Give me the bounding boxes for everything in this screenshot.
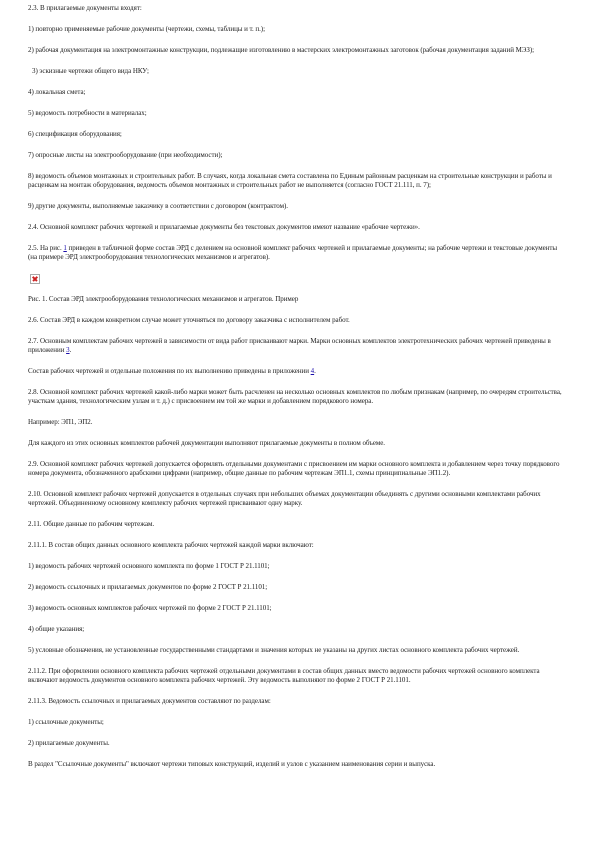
appendix-3-link[interactable]: 3 [66, 346, 70, 354]
list-item: 1) повторно применяемые рабочие документы (чертежи, схемы, таблицы и т. п.); [28, 25, 265, 33]
figure-caption: Рис. 1. Состав ЭРД электрооборудования технологических механизмов и агрегатов. Пример [28, 295, 299, 303]
paragraph-2-5 [28, 244, 567, 262]
paragraph-text: Для каждого из этих основных комплектов рабочей документации выполняют прилагаемые документы в полном объеме. [28, 439, 386, 447]
paragraph-text: приведен в табличной форме состав ЭРД с делением на основной комплект рабочих чертежей и прилагаемые документы; на рабочие чертежи и текстовые документы (на примере ЭРД электрооборудования технологических механизмов и агрегатов). [28, 244, 557, 261]
paragraph-2-11-1: 2.11.1. В состав общих данных основного комплекта рабочих чертежей каждой марки включают: [28, 541, 314, 549]
paragraph-text: В раздел "Ссылочные документы" включают чертежи типовых конструкций, изделий и узлов с указанием наименования серии и выпуска. [28, 760, 436, 768]
paragraph-2-6: 2.6. Состав ЭРД в каждом конкретном случае может уточняться по договору заказчика с исполнителем работ. [28, 316, 350, 324]
paragraph-example: Например: ЭП1, ЭП2. [28, 418, 93, 426]
list-item: 1) ссылочные документы; [28, 718, 104, 726]
paragraph-text: 2.5. На рис. [28, 244, 62, 252]
paragraph-text: Состав рабочих чертежей и отдельные положения по их выполнению приведены в приложении [28, 367, 309, 375]
list-item: 3) эскизные чертежи общего вида НКУ; [32, 67, 149, 75]
list-item: 8) ведомость объемов монтажных и строительных работ. В случаях, когда локальная смета составлена по Единым районным расценкам на строительные конструкции и работы и расценкам на монтаж оборудования, ведомость объемов монтажных и строительных работ не выполняется (согласно ГОСТ 21.111, п. 7); [28, 172, 552, 189]
list-item: 5) условные обозначения, не установленные государственными стандартами и значения которых не указаны на других листах основного комплекта рабочих чертежей. [28, 646, 520, 654]
paragraph-2-4: 2.4. Основной комплект рабочих чертежей и прилагаемые документы без текстовых документов имеют название «рабочие чертежи». [28, 223, 420, 231]
list-item: 9) другие документы, выполняемые заказчику в соответствии с договором (контрактом). [28, 202, 288, 210]
list-item: 5) ведомость потребности в материалах; [28, 109, 147, 117]
paragraph-2-9: 2.9. Основной комплект рабочих чертежей допускается оформлять отдельными документами с присвоением им марки основного комплекта и добавлением через точку порядкового номера документа, обозначенного арабскими цифрами (например, общие данные по рабочим чертежам ЭП1.1, схемы принципиальные ЭП1.2). [28, 460, 560, 477]
paragraph-2-11-3: 2.11.3. Ведомость ссылочных и прилагаемых документов составляют по разделам: [28, 697, 271, 705]
paragraph-2-11-2: 2.11.2. При оформлении основного комплекта рабочих чертежей отдельными документами в состав общих данных вместо ведомости рабочих чертежей основного комплекта включают ведомость документов основного комплекта рабочих чертежей. Эту ведомость выполняют по форме 2 ГОСТ Р 21.1101. [28, 667, 540, 684]
figure-1-link[interactable]: 1 [63, 244, 67, 252]
paragraph-text: 2.7. Основным комплектам рабочих чертежей в зависимости от вида работ присваивают марки. Марки основных комплектов электротехнических рабочих чертежей приведены в приложении [28, 337, 551, 354]
paragraph-2-10: 2.10. Основной комплект рабочих чертежей допускается в отдельных случаях при небольших объемах документации объединять с другими основными комплектами рабочих чертежей. Объединенному основному комплекту рабочих чертежей присваивают одну марку. [28, 490, 541, 507]
list-item: 6) спецификация оборудования; [28, 130, 122, 138]
paragraph-2-7 [28, 337, 567, 355]
list-item: 2) прилагаемые документы. [28, 739, 110, 747]
paragraph-text: . [314, 367, 316, 375]
list-item: 1) ведомость рабочих чертежей основного комплекта по форме 1 ГОСТ Р 21.1101; [28, 562, 270, 570]
list-item: 7) опросные листы на электрооборудование (при необходимости); [28, 151, 223, 159]
list-item: 4) локальная смета; [28, 88, 86, 96]
paragraph-text: . [69, 346, 72, 354]
broken-image-icon [30, 274, 40, 284]
list-item: 4) общие указания; [28, 625, 85, 633]
paragraph-2-3: 2.3. В прилагаемые документы входят: [28, 4, 142, 12]
paragraph-2-8: 2.8. Основной комплект рабочих чертежей какой-либо марки может быть расчленен на несколько основных комплектов по любым признакам (например, по очередям строительства, участкам здания, технологическим узлам и т. д.) с присвоением им той же марки и добавлением порядкового номера. [28, 388, 562, 405]
appendix-4-link[interactable]: 4 [310, 367, 315, 375]
list-item: 3) ведомость основных комплектов рабочих чертежей по форме 2 ГОСТ Р 21.1101; [28, 604, 272, 612]
paragraph-2-11: 2.11. Общие данные по рабочим чертежам. [28, 520, 155, 528]
list-item: 2) рабочая документация на электромонтажные конструкции, подлежащие изготовлению в мастерских электромонтажных заготовок (рабочая документация заданий МЭЗ); [28, 46, 535, 54]
list-item: 2) ведомость ссылочных и прилагаемых документов по форме 2 ГОСТ Р 21.1101; [28, 583, 268, 591]
paragraph-composition [28, 367, 567, 376]
